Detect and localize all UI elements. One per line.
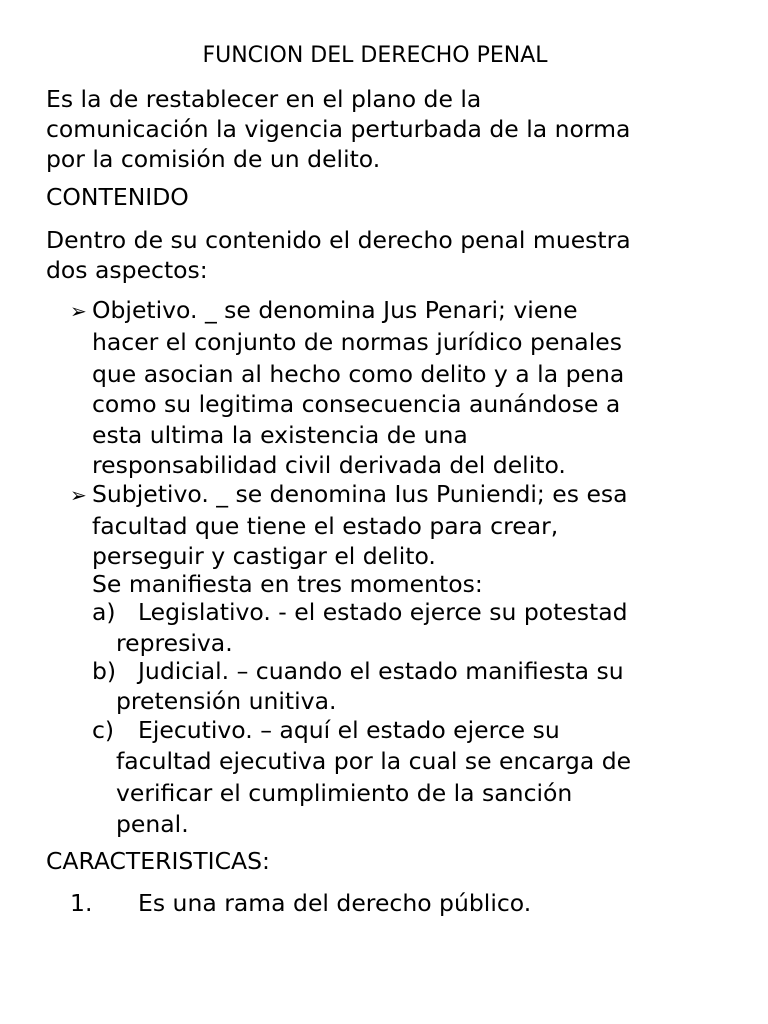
bullet-subjetivo-line: facultad que tiene el estado para crear, <box>92 512 559 540</box>
sub-item-ejecutivo-line: Ejecutivo. – aquí el estado ejerce su <box>138 716 560 744</box>
intro-line: comunicación la vigencia perturbada de la norma <box>46 115 631 143</box>
intro-line: Es la de restablecer en el plano de la <box>46 85 482 113</box>
contenido-heading: CONTENIDO <box>46 183 189 211</box>
bullet-objetivo-line: hacer el conjunto de normas jurídico penales <box>92 328 622 356</box>
sub-item-judicial-line: Judicial. – cuando el estado manifiesta su <box>138 657 624 685</box>
bullet-arrow-icon: ➢ <box>70 299 87 323</box>
bullet-objetivo-line: que asocian al hecho como delito y a la pena <box>92 360 625 388</box>
sub-item-marker: a) <box>92 598 116 626</box>
sub-item-marker: b) <box>92 657 117 685</box>
sub-item-judicial-line: pretensión unitiva. <box>116 687 337 715</box>
numbered-item-marker: 1. <box>70 889 93 917</box>
bullet-arrow-icon: ➢ <box>70 483 87 507</box>
bullet-objetivo-line: como su legitima consecuencia aunándose a <box>92 390 621 418</box>
document-title: FUNCION DEL DERECHO PENAL <box>202 43 548 68</box>
sub-item-marker: c) <box>92 716 115 744</box>
sub-item-legislativo-line: Legislativo. - el estado ejerce su potestad <box>138 598 628 626</box>
bullet-objetivo-line: esta ultima la existencia de una <box>92 421 468 449</box>
contenido-text-line: dos aspectos: <box>46 256 208 284</box>
bullet-objetivo-line: Objetivo. _ se denomina Jus Penari; viene <box>92 296 578 324</box>
caracteristicas-heading: CARACTERISTICAS: <box>46 847 270 875</box>
bullet-subjetivo-line: Subjetivo. _ se denomina Ius Puniendi; es esa <box>92 480 628 508</box>
contenido-text-line: Dentro de su contenido el derecho penal muestra <box>46 226 631 254</box>
sub-item-ejecutivo-line: facultad ejecutiva por la cual se encarga de <box>116 747 632 775</box>
bullet-subjetivo-line: Se manifiesta en tres momentos: <box>92 570 483 598</box>
intro-line: por la comisión de un delito. <box>46 145 381 173</box>
sub-item-ejecutivo-line: verificar el cumplimiento de la sanción <box>116 779 573 807</box>
bullet-subjetivo-line: perseguir y castigar el delito. <box>92 542 436 570</box>
sub-item-legislativo-line: represiva. <box>116 629 233 657</box>
bullet-objetivo-line: responsabilidad civil derivada del delito. <box>92 451 566 479</box>
sub-item-ejecutivo-line: penal. <box>116 810 189 838</box>
numbered-item-text: Es una rama del derecho público. <box>138 889 532 917</box>
